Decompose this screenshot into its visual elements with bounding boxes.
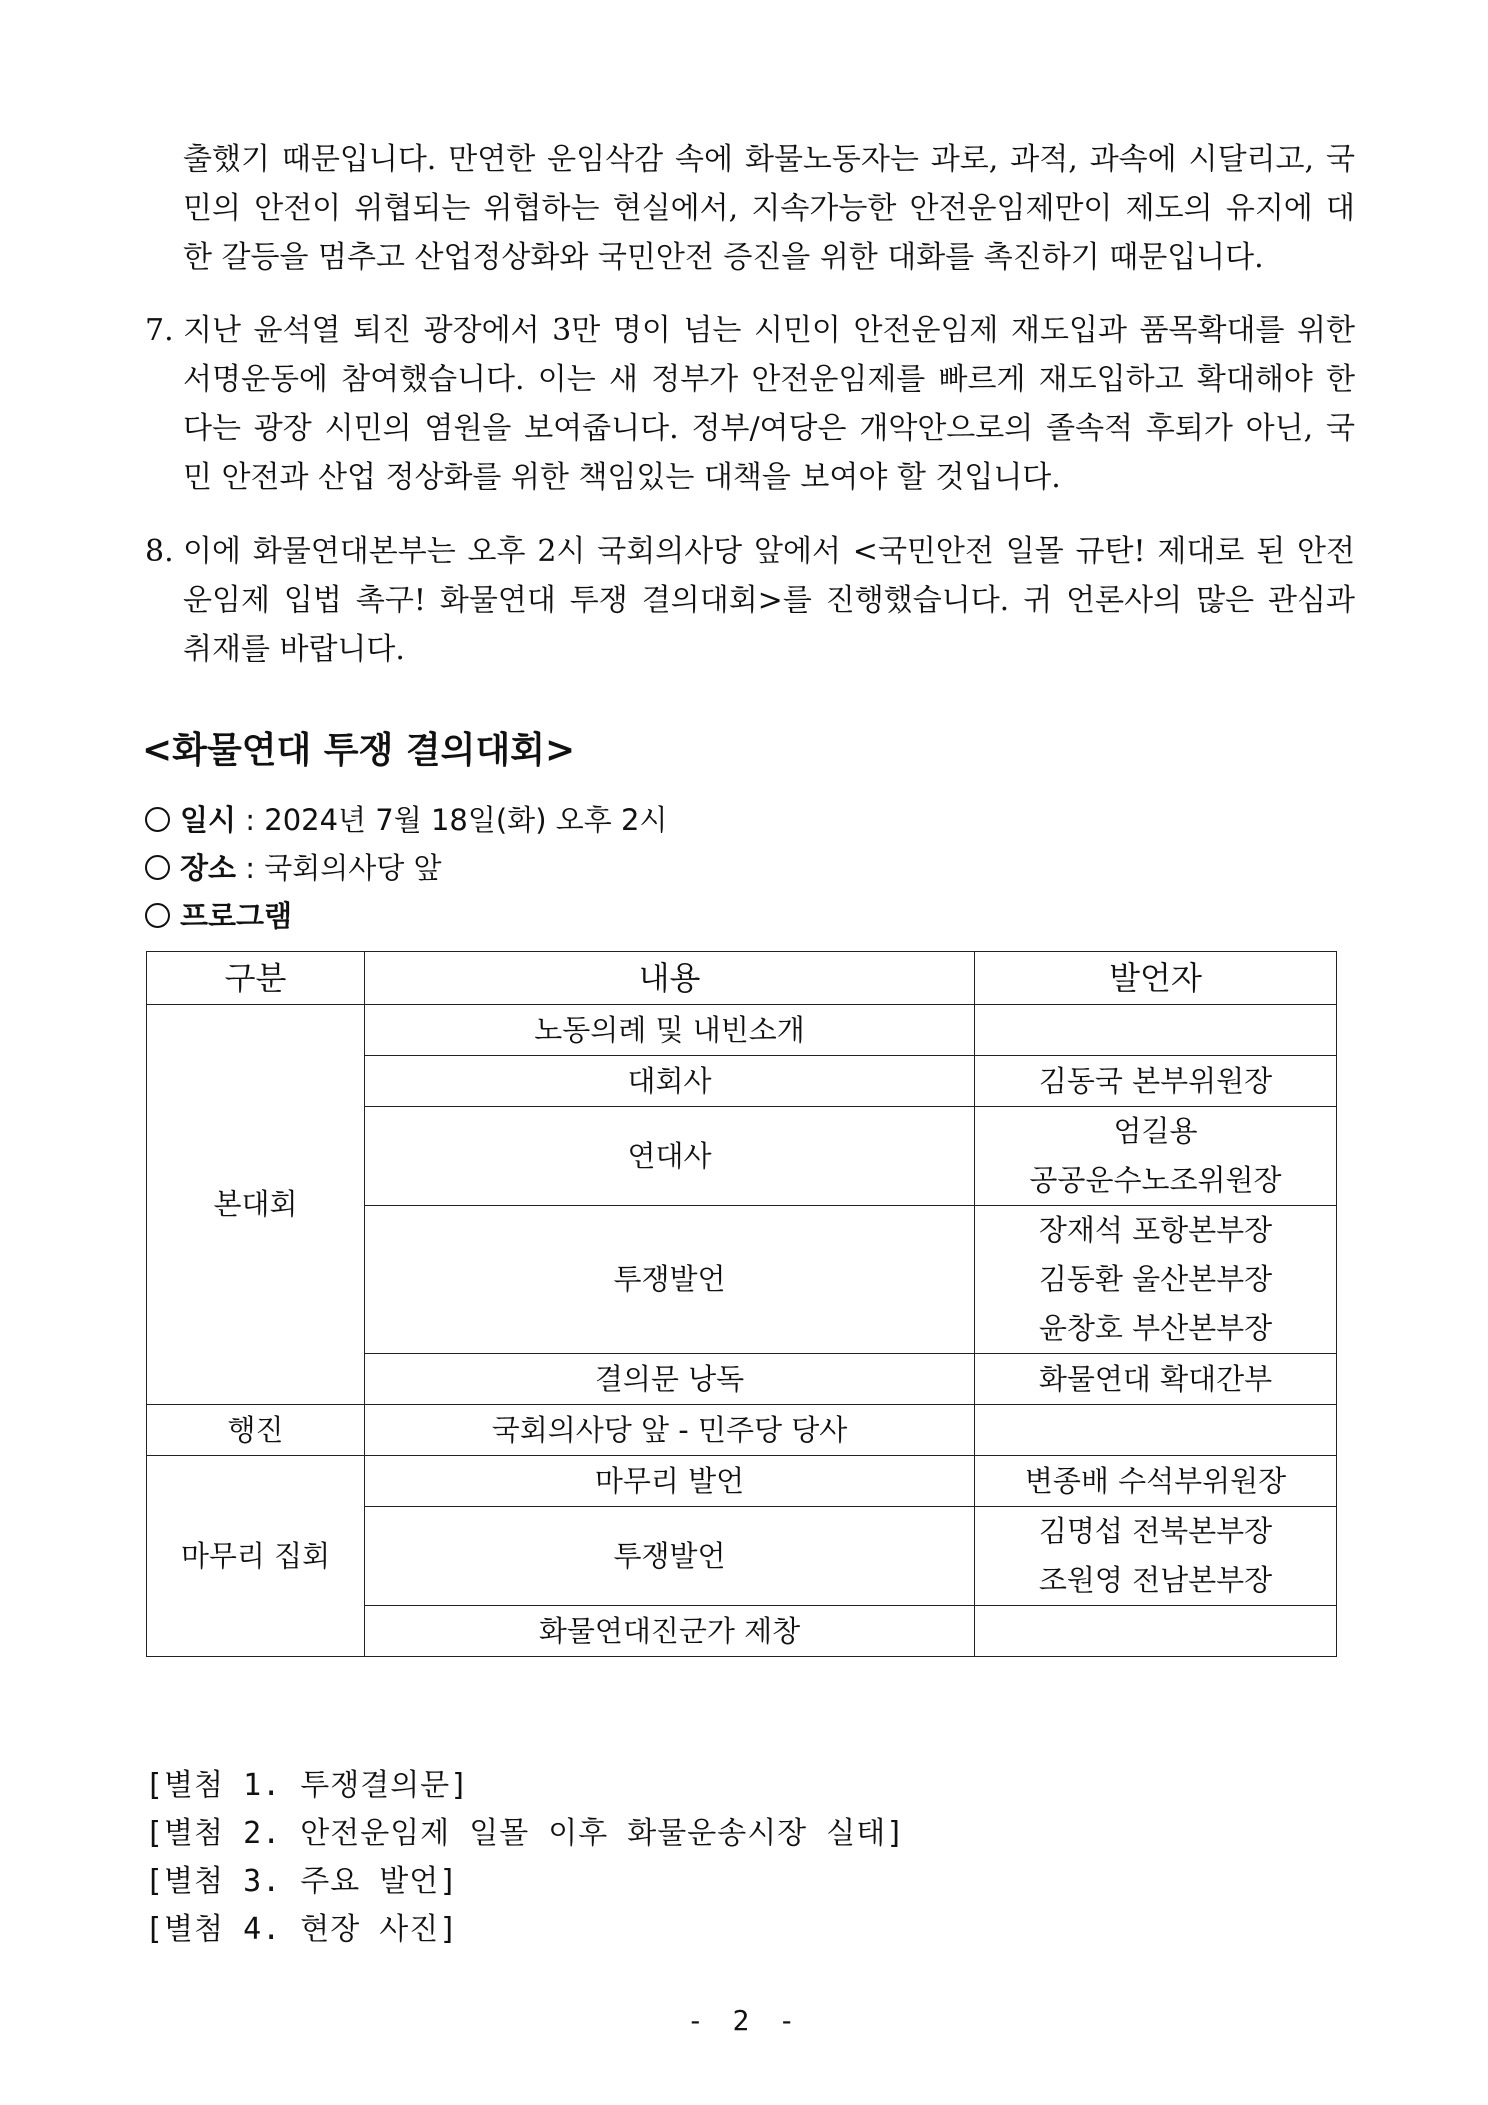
intro-line: 출했기 때문입니다. 만연한 운임삭감 속에 화물노동자는 과로, 과적, 과속에 시달리고, 국 — [183, 142, 1355, 177]
page-number: - 2 - — [686, 2004, 802, 2037]
attachment-list — [145, 1762, 905, 1954]
section-closing: 마무리 집회 — [147, 1456, 365, 1657]
circle-bullet-icon — [145, 855, 170, 880]
item-line: 다는 광장 시민의 염원을 보여줍니다. 정부/여당은 개악안으로의 졸속적 후퇴가 아닌, 국 — [183, 411, 1355, 446]
info-program — [145, 894, 292, 935]
intro-line: 한 갈등을 멈추고 산업정상화와 국민안전 증진을 위한 대화를 촉진하기 때문입니다. — [183, 240, 1264, 275]
row-content: 투쟁발언 — [365, 1507, 975, 1606]
item-line: 민 안전과 산업 정상화를 위한 책임있는 대책을 보여야 할 것입니다. — [183, 460, 1061, 495]
event-title: <화물연대 투쟁 결의대회> — [142, 729, 576, 771]
table-row — [147, 1456, 1337, 1507]
item-body — [183, 306, 1355, 502]
row-content: 국회의사당 앞 - 민주당 당사 — [365, 1405, 975, 1456]
circle-bullet-icon — [145, 903, 170, 928]
item-line: 서명운동에 참여했습니다. 이는 새 정부가 안전운임제를 빠르게 재도입하고 확대해야 한 — [183, 362, 1355, 397]
speaker-line: 윤창호 부산본부장 — [1038, 1311, 1273, 1345]
row-speaker — [975, 1005, 1337, 1056]
table-row — [147, 1005, 1337, 1056]
info-place — [145, 846, 442, 887]
item-line: 이에 화물연대본부는 오후 2시 국회의사당 앞에서 <국민안전 일몰 규탄! 제대로 된 안전 — [183, 534, 1355, 569]
info-label: 프로그램 — [180, 899, 293, 933]
item-body — [183, 527, 1355, 674]
info-value: : 2024년 7월 18일(화) 오후 2시 — [236, 803, 668, 837]
speaker-line: 공공운수노조위원장 — [1029, 1163, 1282, 1197]
attachment-item: [별첨 4. 현장 사진] — [145, 1912, 459, 1947]
row-speaker — [975, 1606, 1337, 1657]
info-label: 장소 — [180, 851, 237, 885]
row-speaker — [975, 1405, 1337, 1456]
row-speaker: 변종배 수석부위원장 — [975, 1456, 1337, 1507]
info-value: : 국회의사당 앞 — [236, 851, 442, 885]
row-content: 연대사 — [365, 1107, 975, 1206]
speaker-line: 조원영 전남본부장 — [1038, 1563, 1273, 1597]
row-content: 대회사 — [365, 1056, 975, 1107]
row-speaker — [975, 1507, 1337, 1606]
row-speaker: 김동국 본부위원장 — [975, 1056, 1337, 1107]
row-speaker — [975, 1206, 1337, 1354]
item-line: 지난 윤석열 퇴진 광장에서 3만 명이 넘는 시민이 안전운임제 재도입과 품목확대를 위한 — [183, 313, 1355, 348]
attachment-item: [별첨 3. 주요 발언] — [145, 1864, 459, 1899]
program-table — [146, 951, 1337, 1657]
speaker-line: 엄길용 — [1113, 1114, 1198, 1148]
header-category: 구분 — [147, 952, 365, 1005]
item-line: 취재를 바랍니다. — [183, 632, 405, 667]
row-content: 결의문 낭독 — [365, 1354, 975, 1405]
intro-paragraph — [183, 135, 1355, 282]
header-speaker: 발언자 — [975, 952, 1337, 1005]
info-date — [145, 798, 667, 839]
item-number: 7. — [145, 313, 174, 348]
table-row — [147, 1405, 1337, 1456]
info-label: 일시 — [180, 803, 237, 837]
circle-bullet-icon — [145, 807, 170, 832]
row-speaker: 화물연대 확대간부 — [975, 1354, 1337, 1405]
item-line: 운임제 입법 촉구! 화물연대 투쟁 결의대회>를 진행했습니다. 귀 언론사의 많은 관심과 — [183, 583, 1355, 618]
row-speaker — [975, 1107, 1337, 1206]
intro-line: 민의 안전이 위협되는 위협하는 현실에서, 지속가능한 안전운임제만이 제도의 유지에 대 — [183, 191, 1355, 226]
table-header-row — [147, 952, 1337, 1005]
speaker-line: 김동환 울산본부장 — [1038, 1262, 1273, 1296]
attachment-item: [별첨 2. 안전운임제 일몰 이후 화물운송시장 실태] — [145, 1816, 906, 1851]
row-content: 투쟁발언 — [365, 1206, 975, 1354]
row-content: 화물연대진군가 제창 — [365, 1606, 975, 1657]
row-content: 마무리 발언 — [365, 1456, 975, 1507]
row-content: 노동의례 및 내빈소개 — [365, 1005, 975, 1056]
header-content: 내용 — [365, 952, 975, 1005]
item-number: 8. — [145, 534, 174, 569]
attachment-item: [별첨 1. 투쟁결의문] — [145, 1768, 470, 1803]
speaker-line: 장재석 포항본부장 — [1038, 1213, 1273, 1247]
section-main: 본대회 — [147, 1005, 365, 1405]
speaker-line: 김명섭 전북본부장 — [1038, 1514, 1273, 1548]
section-march: 행진 — [147, 1405, 365, 1456]
